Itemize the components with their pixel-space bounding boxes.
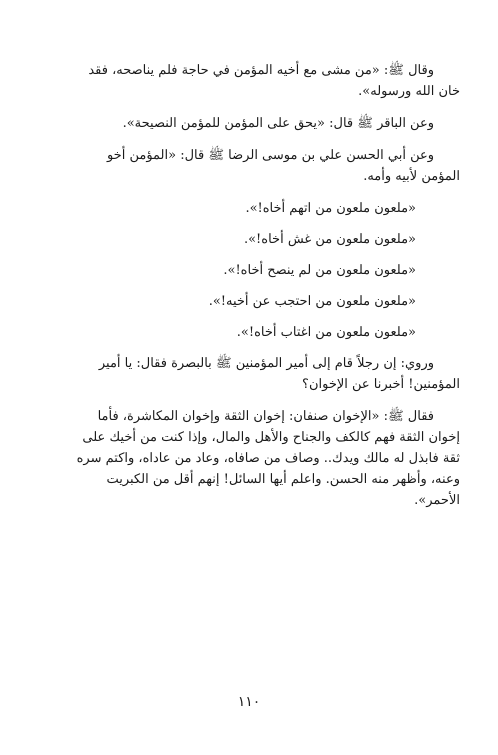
paragraph-ikhwan-answer xyxy=(66,406,460,511)
quote-line: «ملعون ملعون من اغتاب أخاه!». xyxy=(236,325,416,340)
quote-line: «ملعون ملعون من اتهم أخاه!». xyxy=(245,201,416,216)
quote-line: «ملعون ملعون من لم ينصح أخاه!». xyxy=(223,263,416,278)
paragraph-prophet-hadith xyxy=(66,60,460,102)
paragraph-text: وعن أبي الحسن علي بن موسى الرضا ﷺ قال: «المؤمن أخو المؤمن لأبيه وأمه. xyxy=(106,148,460,184)
paragraph-text: فقال ﷺ: «الإخوان صنفان: إخوان الثقة وإخوان المكاشرة، فأما إخوان الثقة فهم كالكف والجناح والأهل والمال، وإذا كنت من أخيك على ثقة فابذل له مالك ويدك.. وصاف من صافاه، وعاد من عاداه، واكتم سره وعنه، وأظهر منه الحسن. واعلم أيها السائل! إنهم أقل من الكبريت الأحمر». xyxy=(76,409,460,508)
paragraph-text: وقال ﷺ: «من مشى مع أخيه المؤمن في حاجة فلم يناصحه، فقد خان الله ورسوله». xyxy=(88,63,460,99)
paragraph-rida-hadith xyxy=(66,145,460,187)
page-body xyxy=(66,60,460,522)
paragraph-text: وروي: إن رجلاً قام إلى أمير المؤمنين ﷺ بالبصرة فقال: يا أمير المؤمنين! أخبرنا عن الإخوان؟ xyxy=(98,356,460,392)
quote-line: «ملعون ملعون من احتجب عن أخيه!». xyxy=(208,294,416,309)
paragraph-baqir-hadith xyxy=(66,113,460,134)
page-number: ١١٠ xyxy=(237,694,261,710)
paragraph-text: وعن الباقر ﷺ قال: «يحق على المؤمن للمؤمن النصيحة». xyxy=(122,116,434,131)
quote-line: «ملعون ملعون من غش أخاه!». xyxy=(243,232,416,247)
paragraph-basra-question xyxy=(66,353,460,395)
